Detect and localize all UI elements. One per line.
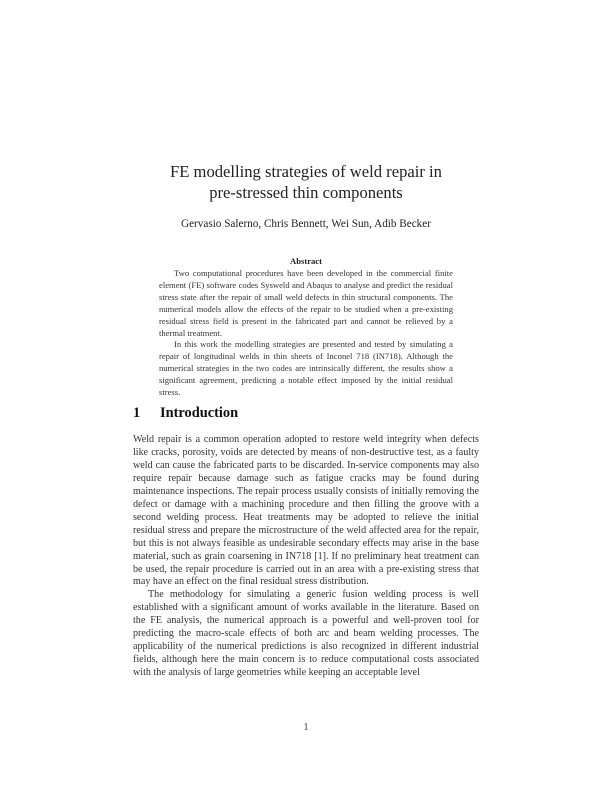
abstract-body [159, 268, 453, 399]
abstract-paragraph-2: In this work the modelling strategies are presented and tested by simulating a repair of longitudinal welds in thin sheets of Inconel 718 (IN718). Although the numerical strategies in the two codes are intrinsically different, the results show a significant agreement, predicting a notable effect imposed by the initial residual stress. [159, 339, 453, 398]
abstract-heading: Abstract [290, 256, 322, 266]
author-list: Gervasio Salerno, Chris Bennett, Wei Sun, Adib Becker [181, 218, 431, 230]
paper-title [0, 161, 612, 203]
title-line-2: pre-stressed thin components [209, 183, 403, 202]
page-number: 1 [303, 722, 309, 733]
body-paragraph-1: Weld repair is a common operation adopted to restore weld integrity when defects like cracks, porosity, voids are detected by means of non-destructive test, as a faulty weld can cause the fabricated parts to be discarded. In-service components may also require repair because damage such as fatigue cracks may be found during maintenance inspections. The repair process usually consists of initially removing the defect or damage with a machining procedure and then filling the groove with a second welding process. Heat treatments may be adopted to relieve the initial residual stress and prepare the microstructure of the weld affected area for the repair, but this is not always feasible as undesirable secondary effects may arise in the base material, such as grain coarsening in IN718 [1]. If no preliminary heat treatment can be used, the repair procedure is carried out in an area with a pre-existing stress that may have an effect on the final residual stress distribution. [133, 434, 479, 588]
section-body [133, 434, 479, 680]
title-line-1: FE modelling strategies of weld repair in [170, 162, 442, 181]
section-number: 1 [133, 405, 141, 421]
section-heading [133, 405, 238, 422]
body-paragraph-2: The methodology for simulating a generic fusion welding process is well established with a significant amount of works available in the literature. Based on the FE analysis, the numerical approach is a powerful and well-proven tool for predicting the macro-scale effects of both arc and beam welding processes. The applicability of the numerical predictions is also recognized in different industrial fields, although here the main concern is to reduce computational costs associated with the analysis of large geometries while keeping an acceptable level [133, 589, 479, 679]
section-title: Introduction [160, 405, 239, 421]
abstract-paragraph-1: Two computational procedures have been developed in the commercial finite element (FE) software codes Sysweld and Abaqus to analyse and predict the residual stress state after the repair of small weld defects in thin structural components. The numerical models allow the effects of the repair to be studied when a pre-existing residual stress field is present in the fabricated part and cannot be relieved by a thermal treatment. [159, 268, 453, 338]
